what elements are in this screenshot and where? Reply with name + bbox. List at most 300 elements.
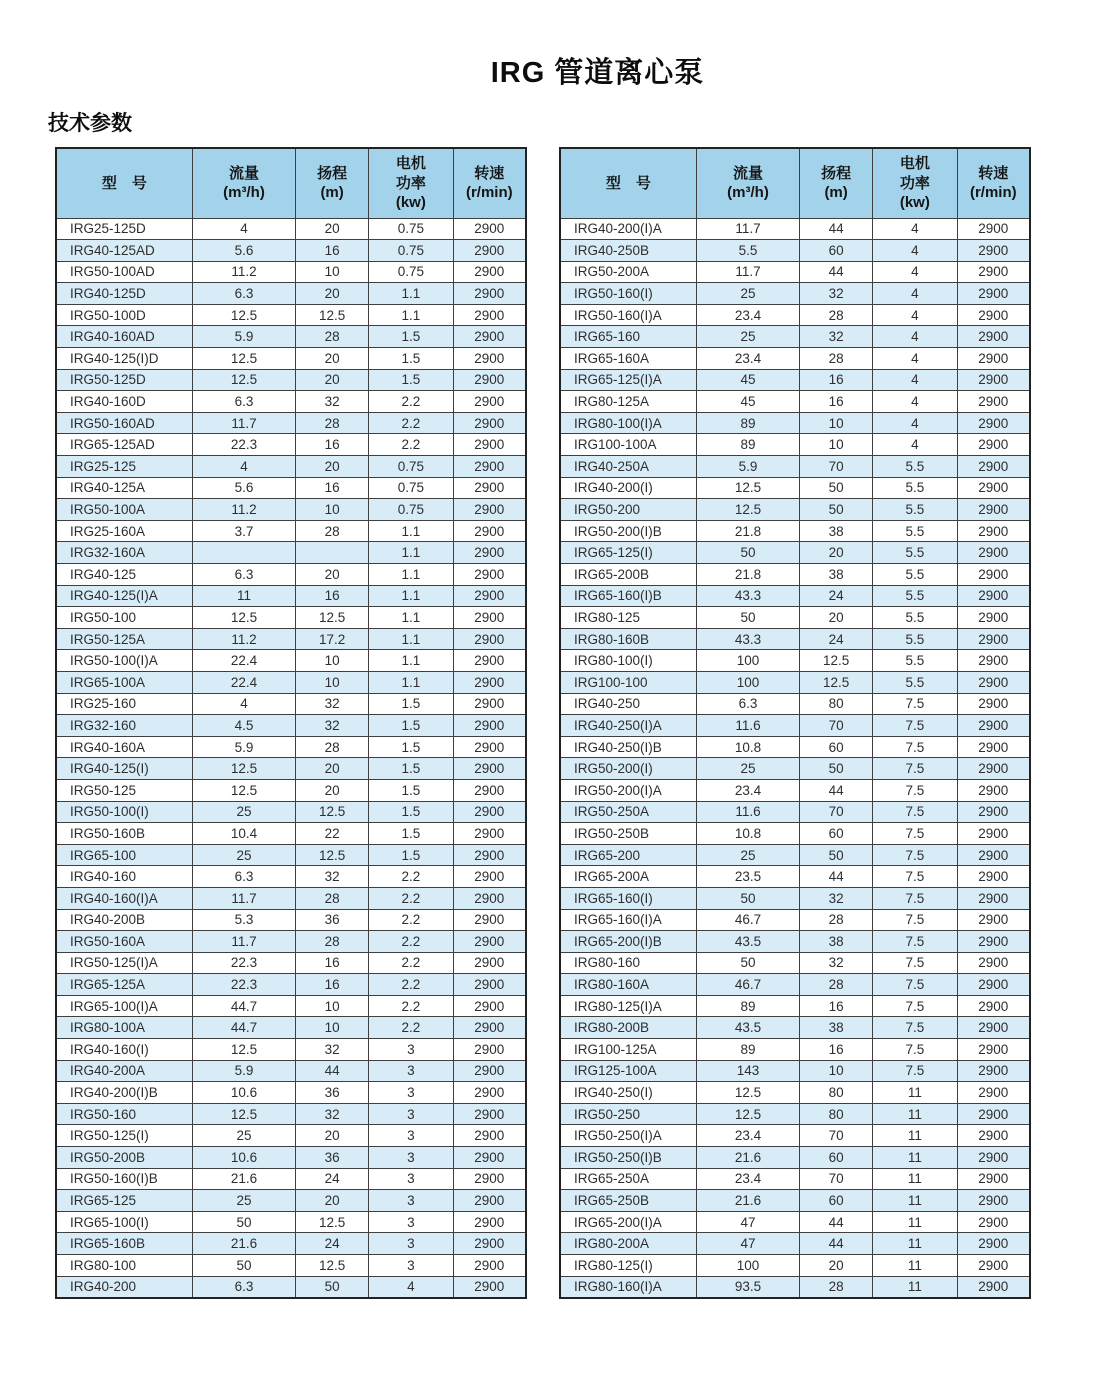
model-cell: IRG65-100(I)A xyxy=(56,995,192,1017)
value-cell: 12.5 xyxy=(192,1039,295,1061)
table-row xyxy=(56,585,526,607)
value-cell: 44.7 xyxy=(192,995,295,1017)
value-cell: 10.6 xyxy=(192,1082,295,1104)
value-cell: 70 xyxy=(800,801,873,823)
value-cell: 12.5 xyxy=(192,1103,295,1125)
column-header-model: 型 号 xyxy=(560,148,696,218)
table-row xyxy=(56,1060,526,1082)
table-row xyxy=(560,607,1030,629)
model-cell: IRG40-160 xyxy=(56,866,192,888)
table-row xyxy=(56,240,526,262)
table-row xyxy=(560,844,1030,866)
value-cell: 2900 xyxy=(453,1255,526,1277)
value-cell: 1.5 xyxy=(369,801,454,823)
model-cell: IRG50-125 xyxy=(56,779,192,801)
value-cell: 2900 xyxy=(453,499,526,521)
value-cell: 3 xyxy=(369,1125,454,1147)
value-cell: 2900 xyxy=(453,585,526,607)
model-cell: IRG40-160AD xyxy=(56,326,192,348)
value-cell: 2900 xyxy=(453,607,526,629)
value-cell: 22 xyxy=(296,823,369,845)
value-cell: 1.1 xyxy=(369,564,454,586)
model-cell: IRG65-160B xyxy=(56,1233,192,1255)
model-cell: IRG80-160B xyxy=(560,628,696,650)
value-cell: 60 xyxy=(800,240,873,262)
column-header-speed: 转速 (r/min) xyxy=(957,148,1030,218)
table-row xyxy=(560,1211,1030,1233)
value-cell: 2900 xyxy=(453,952,526,974)
value-cell: 5.5 xyxy=(873,477,958,499)
value-cell: 2900 xyxy=(957,585,1030,607)
table-row xyxy=(56,628,526,650)
value-cell: 5.5 xyxy=(873,520,958,542)
value-cell: 2900 xyxy=(957,1039,1030,1061)
value-cell: 2900 xyxy=(957,240,1030,262)
model-cell: IRG40-125(I)D xyxy=(56,348,192,370)
header-row xyxy=(56,148,526,218)
table-row xyxy=(56,1168,526,1190)
model-cell: IRG50-125(I)A xyxy=(56,952,192,974)
value-cell: 11 xyxy=(873,1168,958,1190)
value-cell: 4 xyxy=(192,218,295,240)
value-cell: 1.5 xyxy=(369,736,454,758)
value-cell: 23.4 xyxy=(696,1168,799,1190)
value-cell: 2900 xyxy=(453,1233,526,1255)
value-cell: 2900 xyxy=(957,218,1030,240)
value-cell: 10 xyxy=(296,499,369,521)
value-cell: 3 xyxy=(369,1255,454,1277)
value-cell: 25 xyxy=(192,1125,295,1147)
value-cell: 10.4 xyxy=(192,823,295,845)
table-row xyxy=(560,693,1030,715)
value-cell: 80 xyxy=(800,1103,873,1125)
table-row xyxy=(56,434,526,456)
value-cell: 2900 xyxy=(957,801,1030,823)
model-cell: IRG50-250(I)B xyxy=(560,1147,696,1169)
value-cell: 11.7 xyxy=(192,412,295,434)
table-row xyxy=(56,564,526,586)
value-cell: 1.5 xyxy=(369,369,454,391)
value-cell: 20 xyxy=(296,758,369,780)
value-cell: 28 xyxy=(296,887,369,909)
value-cell: 16 xyxy=(296,952,369,974)
model-cell: IRG40-125A xyxy=(56,477,192,499)
value-cell: 23.4 xyxy=(696,304,799,326)
table-row xyxy=(56,801,526,823)
value-cell: 5.5 xyxy=(873,564,958,586)
model-cell: IRG50-160 xyxy=(56,1103,192,1125)
model-cell: IRG40-200(I)B xyxy=(56,1082,192,1104)
value-cell: 2900 xyxy=(453,412,526,434)
value-cell: 2900 xyxy=(957,564,1030,586)
model-cell: IRG65-100(I) xyxy=(56,1211,192,1233)
value-cell: 44 xyxy=(800,218,873,240)
table-row xyxy=(560,887,1030,909)
value-cell: 23.5 xyxy=(696,866,799,888)
value-cell: 50 xyxy=(696,607,799,629)
table-row xyxy=(560,1017,1030,1039)
model-cell: IRG50-160A xyxy=(56,931,192,953)
value-cell: 3 xyxy=(369,1060,454,1082)
model-cell: IRG40-160(I)A xyxy=(56,887,192,909)
value-cell: 60 xyxy=(800,736,873,758)
value-cell: 2900 xyxy=(957,477,1030,499)
model-cell: IRG40-200 xyxy=(56,1276,192,1298)
value-cell: 21.8 xyxy=(696,520,799,542)
value-cell xyxy=(296,542,369,564)
value-cell: 50 xyxy=(800,477,873,499)
value-cell: 7.5 xyxy=(873,715,958,737)
value-cell: 22.4 xyxy=(192,650,295,672)
table-row xyxy=(560,1082,1030,1104)
value-cell: 2900 xyxy=(453,348,526,370)
value-cell: 16 xyxy=(296,974,369,996)
table-row xyxy=(560,520,1030,542)
table-row xyxy=(560,823,1030,845)
value-cell: 2900 xyxy=(453,1147,526,1169)
value-cell: 44 xyxy=(800,1211,873,1233)
value-cell: 3 xyxy=(369,1103,454,1125)
value-cell: 2900 xyxy=(453,887,526,909)
value-cell: 2900 xyxy=(453,240,526,262)
value-cell: 16 xyxy=(296,240,369,262)
value-cell: 2900 xyxy=(453,304,526,326)
value-cell: 80 xyxy=(800,1082,873,1104)
model-cell: IRG40-250(I) xyxy=(560,1082,696,1104)
value-cell: 43.3 xyxy=(696,585,799,607)
value-cell: 32 xyxy=(800,887,873,909)
value-cell: 50 xyxy=(296,1276,369,1298)
value-cell: 28 xyxy=(296,931,369,953)
model-cell: IRG50-160(I) xyxy=(560,283,696,305)
column-header-head: 扬程 (m) xyxy=(800,148,873,218)
value-cell: 7.5 xyxy=(873,823,958,845)
table-row xyxy=(560,931,1030,953)
value-cell: 22.3 xyxy=(192,952,295,974)
model-cell: IRG50-125A xyxy=(56,628,192,650)
model-cell: IRG50-200A xyxy=(560,261,696,283)
value-cell: 28 xyxy=(800,1276,873,1298)
value-cell: 16 xyxy=(800,391,873,413)
value-cell: 0.75 xyxy=(369,218,454,240)
model-cell: IRG80-160 xyxy=(560,952,696,974)
model-cell: IRG80-100 xyxy=(56,1255,192,1277)
model-cell: IRG25-160 xyxy=(56,693,192,715)
model-cell: IRG65-250B xyxy=(560,1190,696,1212)
table-row xyxy=(56,520,526,542)
value-cell: 11.7 xyxy=(192,931,295,953)
value-cell: 2900 xyxy=(957,283,1030,305)
value-cell: 28 xyxy=(800,909,873,931)
value-cell: 7.5 xyxy=(873,844,958,866)
value-cell: 2900 xyxy=(453,736,526,758)
table-row xyxy=(56,412,526,434)
value-cell: 1.5 xyxy=(369,326,454,348)
value-cell: 4 xyxy=(369,1276,454,1298)
table-row xyxy=(56,952,526,974)
value-cell: 10 xyxy=(296,261,369,283)
value-cell: 38 xyxy=(800,520,873,542)
model-cell: IRG40-250B xyxy=(560,240,696,262)
table-row xyxy=(560,283,1030,305)
model-cell: IRG50-125D xyxy=(56,369,192,391)
model-cell: IRG50-125(I) xyxy=(56,1125,192,1147)
table-row xyxy=(56,283,526,305)
value-cell: 2900 xyxy=(957,304,1030,326)
value-cell: 3 xyxy=(369,1211,454,1233)
value-cell: 70 xyxy=(800,1168,873,1190)
value-cell: 2900 xyxy=(453,542,526,564)
value-cell: 2900 xyxy=(957,542,1030,564)
value-cell: 4 xyxy=(192,456,295,478)
value-cell: 32 xyxy=(800,326,873,348)
model-cell: IRG50-100AD xyxy=(56,261,192,283)
value-cell: 2900 xyxy=(453,391,526,413)
value-cell: 2900 xyxy=(957,1190,1030,1212)
value-cell: 4 xyxy=(873,283,958,305)
value-cell: 2900 xyxy=(453,844,526,866)
value-cell: 89 xyxy=(696,1039,799,1061)
table-row xyxy=(56,1233,526,1255)
value-cell: 2900 xyxy=(957,952,1030,974)
value-cell: 44 xyxy=(296,1060,369,1082)
value-cell: 2900 xyxy=(453,564,526,586)
table-row xyxy=(56,218,526,240)
value-cell: 20 xyxy=(296,1125,369,1147)
value-cell: 1.5 xyxy=(369,693,454,715)
value-cell: 2.2 xyxy=(369,974,454,996)
value-cell: 3 xyxy=(369,1147,454,1169)
value-cell: 2900 xyxy=(957,866,1030,888)
value-cell: 2900 xyxy=(957,348,1030,370)
table-row xyxy=(560,736,1030,758)
value-cell: 7.5 xyxy=(873,736,958,758)
value-cell: 21.6 xyxy=(696,1190,799,1212)
value-cell: 11 xyxy=(873,1125,958,1147)
value-cell: 5.5 xyxy=(873,671,958,693)
model-cell: IRG65-125 xyxy=(56,1190,192,1212)
value-cell: 20 xyxy=(800,607,873,629)
value-cell: 4 xyxy=(873,391,958,413)
value-cell: 50 xyxy=(192,1211,295,1233)
value-cell: 7.5 xyxy=(873,693,958,715)
model-cell: IRG65-125A xyxy=(56,974,192,996)
value-cell: 28 xyxy=(800,974,873,996)
value-cell: 12.5 xyxy=(296,304,369,326)
value-cell: 2900 xyxy=(453,1211,526,1233)
value-cell: 11 xyxy=(873,1103,958,1125)
value-cell: 2900 xyxy=(453,995,526,1017)
value-cell: 11 xyxy=(873,1233,958,1255)
value-cell: 5.5 xyxy=(873,456,958,478)
value-cell: 2900 xyxy=(957,412,1030,434)
value-cell: 2900 xyxy=(453,218,526,240)
value-cell: 11 xyxy=(192,585,295,607)
model-cell: IRG40-160A xyxy=(56,736,192,758)
table-row xyxy=(56,499,526,521)
value-cell: 21.6 xyxy=(696,1147,799,1169)
value-cell: 2900 xyxy=(957,1255,1030,1277)
value-cell: 25 xyxy=(192,844,295,866)
table-row xyxy=(560,1125,1030,1147)
value-cell: 44 xyxy=(800,779,873,801)
value-cell: 50 xyxy=(800,758,873,780)
value-cell: 100 xyxy=(696,650,799,672)
value-cell: 5.5 xyxy=(873,650,958,672)
model-cell: IRG80-125(I)A xyxy=(560,995,696,1017)
value-cell: 10.8 xyxy=(696,736,799,758)
value-cell: 23.4 xyxy=(696,348,799,370)
value-cell: 16 xyxy=(800,1039,873,1061)
value-cell: 12.5 xyxy=(696,1103,799,1125)
value-cell: 6.3 xyxy=(192,866,295,888)
value-cell: 20 xyxy=(296,564,369,586)
value-cell: 12.5 xyxy=(192,607,295,629)
value-cell: 7.5 xyxy=(873,931,958,953)
value-cell: 11.6 xyxy=(696,801,799,823)
table-row xyxy=(560,369,1030,391)
table-row xyxy=(56,974,526,996)
value-cell: 3 xyxy=(369,1190,454,1212)
value-cell: 10 xyxy=(800,434,873,456)
table-row xyxy=(56,650,526,672)
value-cell: 2900 xyxy=(957,779,1030,801)
value-cell: 2900 xyxy=(957,715,1030,737)
value-cell: 1.5 xyxy=(369,779,454,801)
value-cell: 2900 xyxy=(453,326,526,348)
table-row xyxy=(560,412,1030,434)
value-cell: 2900 xyxy=(453,261,526,283)
table-row xyxy=(56,391,526,413)
value-cell: 2900 xyxy=(957,499,1030,521)
value-cell: 4 xyxy=(873,261,958,283)
table-row xyxy=(560,909,1030,931)
value-cell: 2900 xyxy=(957,1017,1030,1039)
value-cell: 2900 xyxy=(957,1276,1030,1298)
model-cell: IRG65-200 xyxy=(560,844,696,866)
value-cell: 43.5 xyxy=(696,1017,799,1039)
value-cell: 20 xyxy=(800,1255,873,1277)
table-row xyxy=(560,801,1030,823)
value-cell: 2.2 xyxy=(369,887,454,909)
value-cell: 1.1 xyxy=(369,650,454,672)
value-cell: 3 xyxy=(369,1082,454,1104)
value-cell: 25 xyxy=(696,758,799,780)
value-cell: 100 xyxy=(696,671,799,693)
model-cell: IRG32-160A xyxy=(56,542,192,564)
value-cell: 38 xyxy=(800,564,873,586)
column-header-flow: 流量 (m³/h) xyxy=(696,148,799,218)
table-row xyxy=(560,542,1030,564)
value-cell: 6.3 xyxy=(696,693,799,715)
value-cell: 43.5 xyxy=(696,931,799,953)
value-cell: 2900 xyxy=(957,974,1030,996)
model-cell: IRG65-160 xyxy=(560,326,696,348)
value-cell: 2900 xyxy=(453,1276,526,1298)
value-cell: 1.1 xyxy=(369,607,454,629)
table-row xyxy=(560,304,1030,326)
value-cell: 2900 xyxy=(453,283,526,305)
value-cell: 12.5 xyxy=(696,499,799,521)
column-header-model: 型 号 xyxy=(56,148,192,218)
pump-spec-table-left xyxy=(55,147,527,1299)
table-row xyxy=(560,995,1030,1017)
model-cell: IRG65-125(I) xyxy=(560,542,696,564)
value-cell: 2900 xyxy=(453,628,526,650)
value-cell: 2900 xyxy=(957,823,1030,845)
table-row xyxy=(560,240,1030,262)
value-cell: 12.5 xyxy=(296,801,369,823)
value-cell: 7.5 xyxy=(873,758,958,780)
value-cell: 2900 xyxy=(453,671,526,693)
value-cell: 44 xyxy=(800,866,873,888)
table-row xyxy=(560,1255,1030,1277)
value-cell: 50 xyxy=(696,542,799,564)
value-cell: 2900 xyxy=(957,1147,1030,1169)
value-cell: 2900 xyxy=(453,477,526,499)
value-cell: 36 xyxy=(296,909,369,931)
model-cell: IRG40-125AD xyxy=(56,240,192,262)
value-cell: 2900 xyxy=(957,758,1030,780)
model-cell: IRG65-125AD xyxy=(56,434,192,456)
value-cell: 0.75 xyxy=(369,240,454,262)
value-cell: 100 xyxy=(696,1255,799,1277)
model-cell: IRG50-250(I)A xyxy=(560,1125,696,1147)
value-cell: 2900 xyxy=(453,779,526,801)
value-cell: 1.1 xyxy=(369,542,454,564)
model-cell: IRG40-250(I)B xyxy=(560,736,696,758)
value-cell: 20 xyxy=(296,348,369,370)
value-cell: 1.1 xyxy=(369,671,454,693)
value-cell: 0.75 xyxy=(369,261,454,283)
value-cell: 25 xyxy=(192,801,295,823)
table-row xyxy=(560,1147,1030,1169)
model-cell: IRG50-160(I)A xyxy=(560,304,696,326)
model-cell: IRG40-160(I) xyxy=(56,1039,192,1061)
value-cell: 6.3 xyxy=(192,391,295,413)
model-cell: IRG50-200(I)A xyxy=(560,779,696,801)
model-cell: IRG80-125A xyxy=(560,391,696,413)
value-cell: 32 xyxy=(296,1103,369,1125)
model-cell: IRG40-200B xyxy=(56,909,192,931)
value-cell: 6.3 xyxy=(192,283,295,305)
model-cell: IRG40-200(I)A xyxy=(560,218,696,240)
value-cell: 43.3 xyxy=(696,628,799,650)
value-cell: 11 xyxy=(873,1211,958,1233)
value-cell: 2.2 xyxy=(369,1017,454,1039)
value-cell: 24 xyxy=(800,585,873,607)
value-cell: 2900 xyxy=(453,758,526,780)
value-cell: 11.7 xyxy=(696,218,799,240)
table-row xyxy=(56,261,526,283)
value-cell: 12.5 xyxy=(800,671,873,693)
table-row xyxy=(56,326,526,348)
value-cell: 12.5 xyxy=(192,369,295,391)
value-cell: 2.2 xyxy=(369,931,454,953)
value-cell: 1.5 xyxy=(369,348,454,370)
value-cell: 3 xyxy=(369,1168,454,1190)
value-cell: 2900 xyxy=(957,1082,1030,1104)
value-cell: 4 xyxy=(873,326,958,348)
table-row xyxy=(56,671,526,693)
value-cell: 44 xyxy=(800,261,873,283)
value-cell: 2900 xyxy=(453,715,526,737)
value-cell: 5.5 xyxy=(873,585,958,607)
value-cell: 32 xyxy=(296,866,369,888)
value-cell: 2900 xyxy=(453,1060,526,1082)
table-row xyxy=(560,1060,1030,1082)
value-cell: 20 xyxy=(800,542,873,564)
